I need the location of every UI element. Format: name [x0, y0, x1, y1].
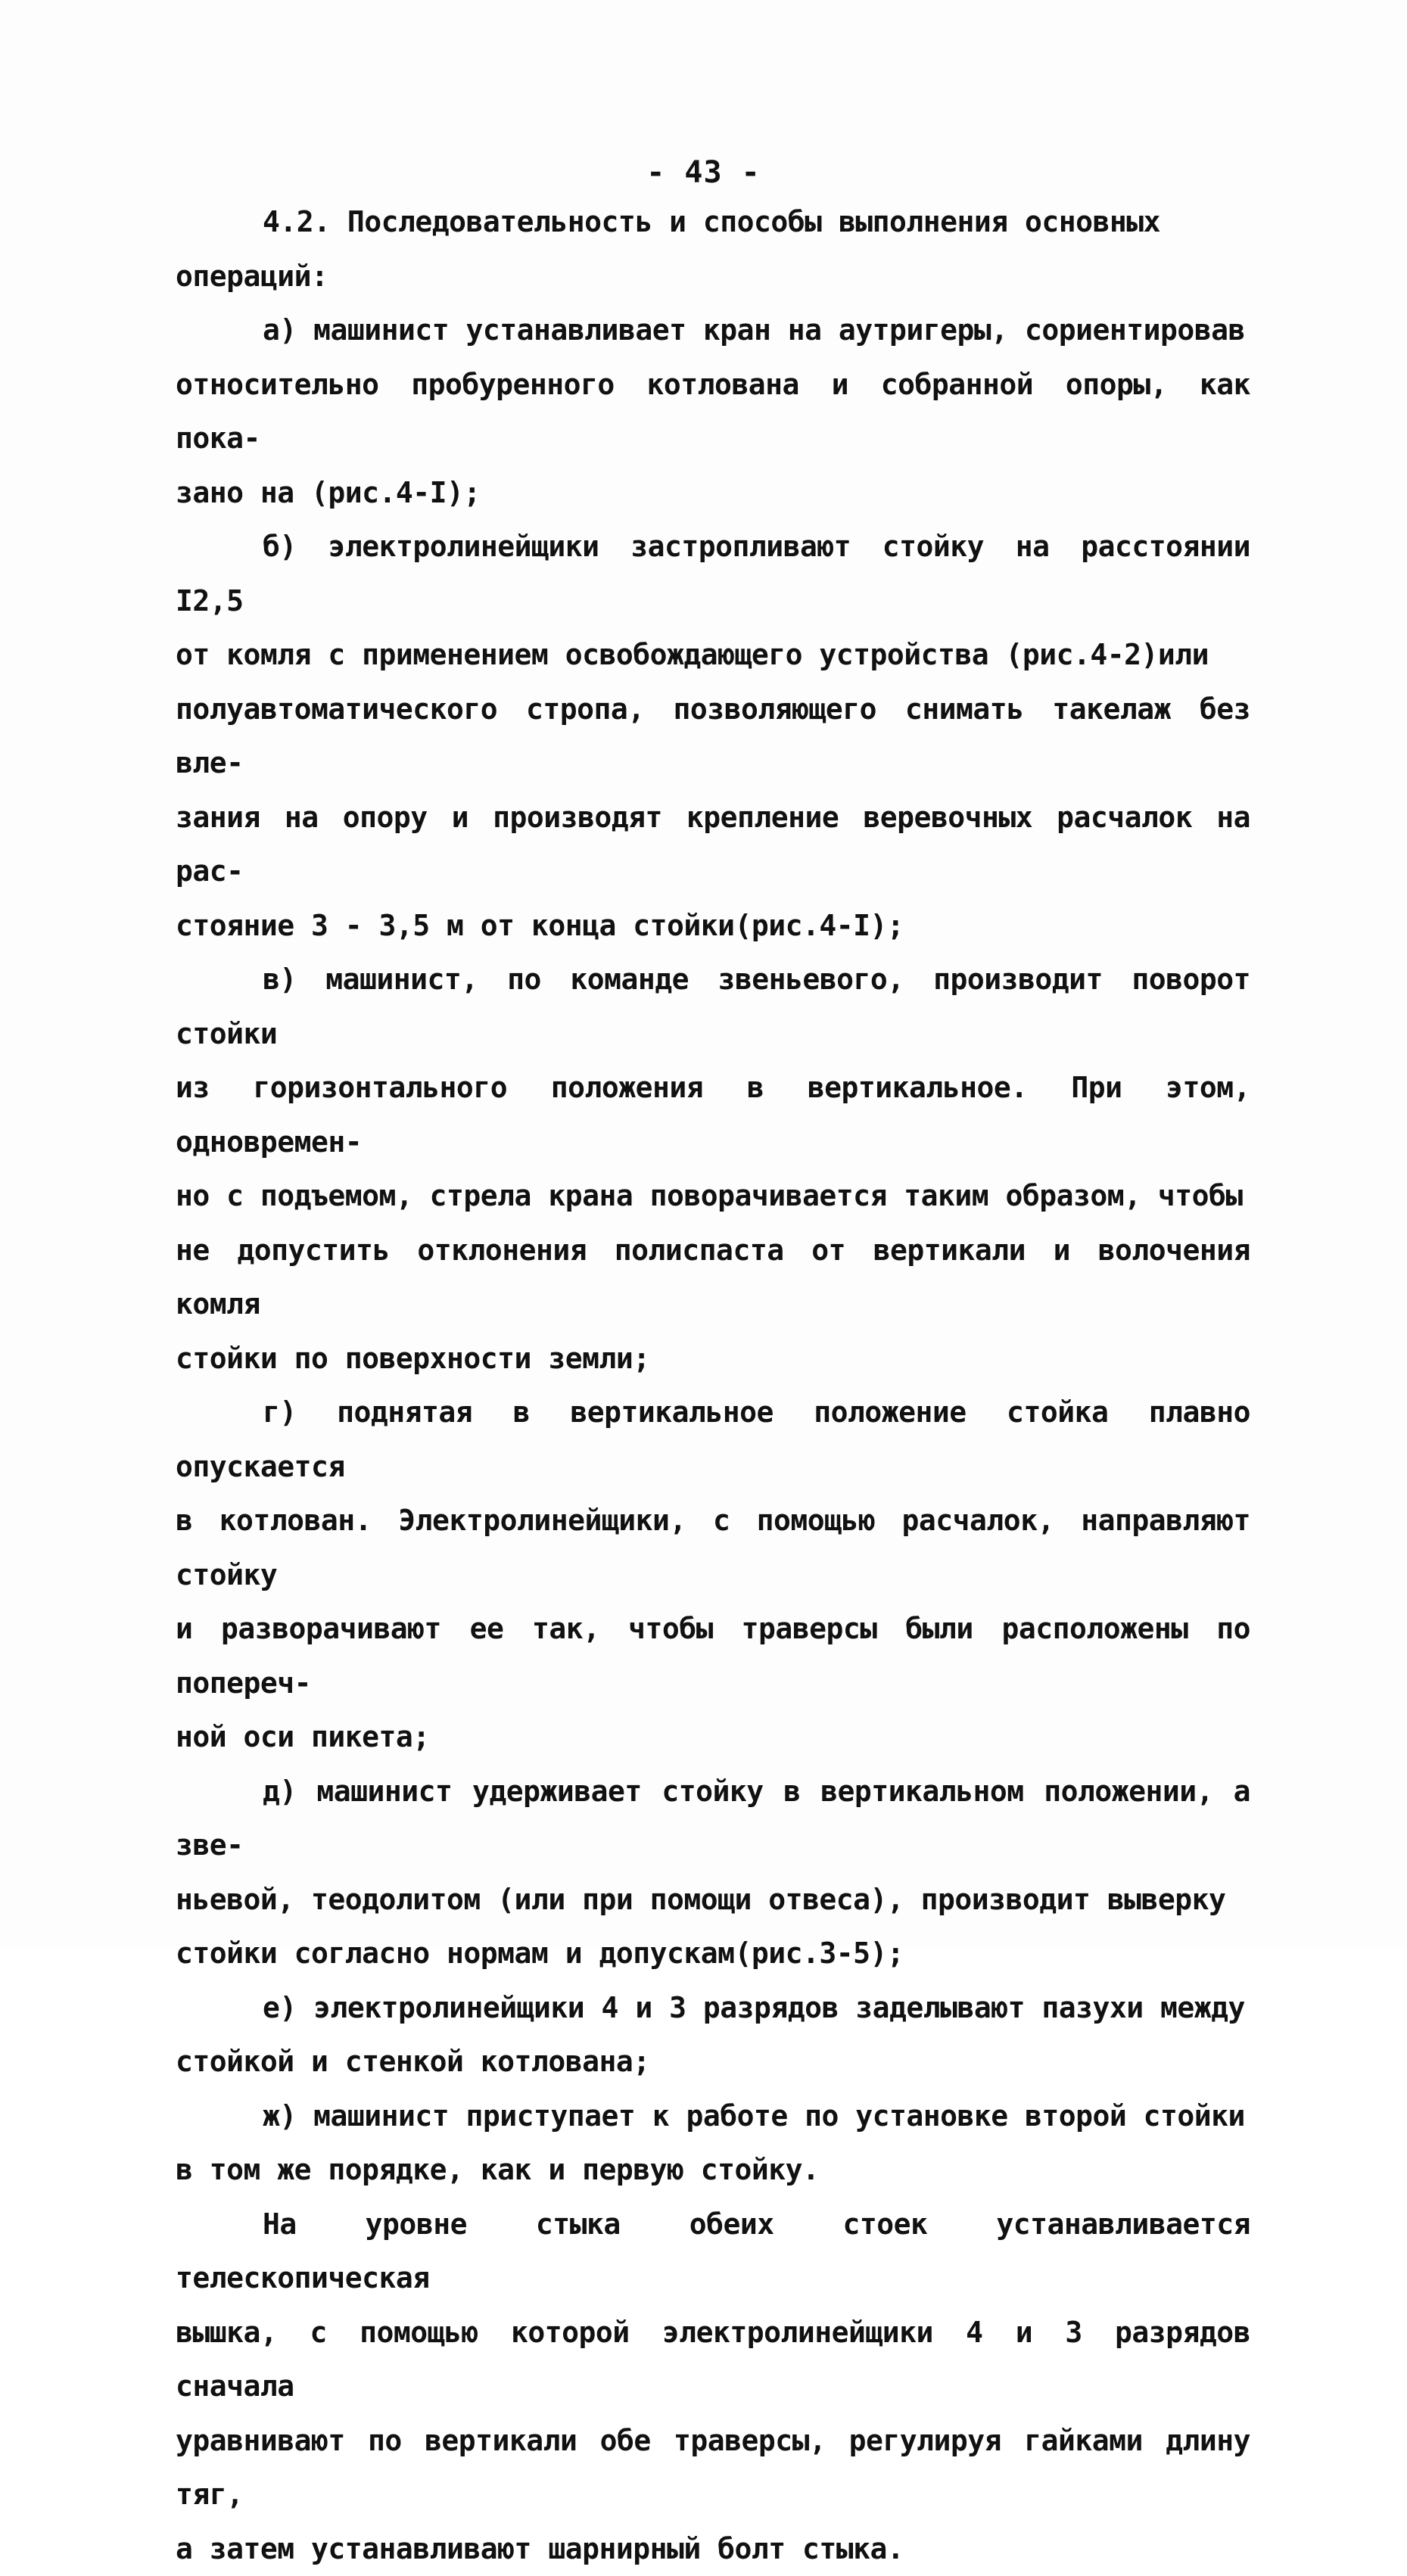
closing-paragraph: На уровне стыка обеих стоек устанавливается телескопическая вышка, с помощью которой электролинейщики 4 и 3 разрядов сначала уравнивают по вертикали обе траверсы, регулируя гайками длину тяг, а затем устанавливают шарнирный болт стыка. — [176, 2198, 1250, 2576]
list-item-d: д) машинист удерживает стойку в вертикальном положении, а зве- ньевой, теодолитом (или при помощи отвеса), производит выверку стойки согласно нормам и допускам(рис.3-5); — [176, 1765, 1250, 1981]
list-item-g: г) поднятая в вертикальное положение стойка плавно опускается в котлован. Электролинейщики, с помощью расчалок, направляют стойку и разворачивают ее так, чтобы траверсы были расположены по попереч- ной оси пикета; — [176, 1386, 1250, 1765]
page-number: - 43 - — [0, 155, 1407, 190]
list-item-v: в) машинист, по команде звеньевого, производит поворот стойки из горизонтального положения в вертикальное. При этом, одновремен- но с подъемом, стрела крана поворачивается таким образом, чтобы не допустить отклонения полиспаста от вертикали и волочения комля стойки по поверхности земли; — [176, 953, 1250, 1386]
list-item-zh: ж) машинист приступает к работе по установке второй стойки в том же порядке, как и первую стойку. — [176, 2089, 1250, 2198]
section-heading: 4.2. Последовательность и способы выполнения основных операций: — [176, 195, 1250, 303]
document-body — [176, 195, 1250, 2576]
list-item-b: б) электролинейщики застропливают стойку на расстоянии I2,5 от комля с применением освобождающего устройства (рис.4-2)или полуавтоматического стропа, позволяющего снимать такелаж без вле- зания на опору и производят крепление веревочных расчалок на рас- стояние 3 - 3,5 м от конца стойки(рис.4-I); — [176, 520, 1250, 953]
list-item-a: а) машинист устанавливает кран на аутригеры, сориентировав относительно пробуренного котлована и собранной опоры, как пока- зано на (рис.4-I); — [176, 303, 1250, 520]
list-item-e: е) электролинейщики 4 и 3 разрядов заделывают пазухи между стойкой и стенкой котлована; — [176, 1981, 1250, 2089]
